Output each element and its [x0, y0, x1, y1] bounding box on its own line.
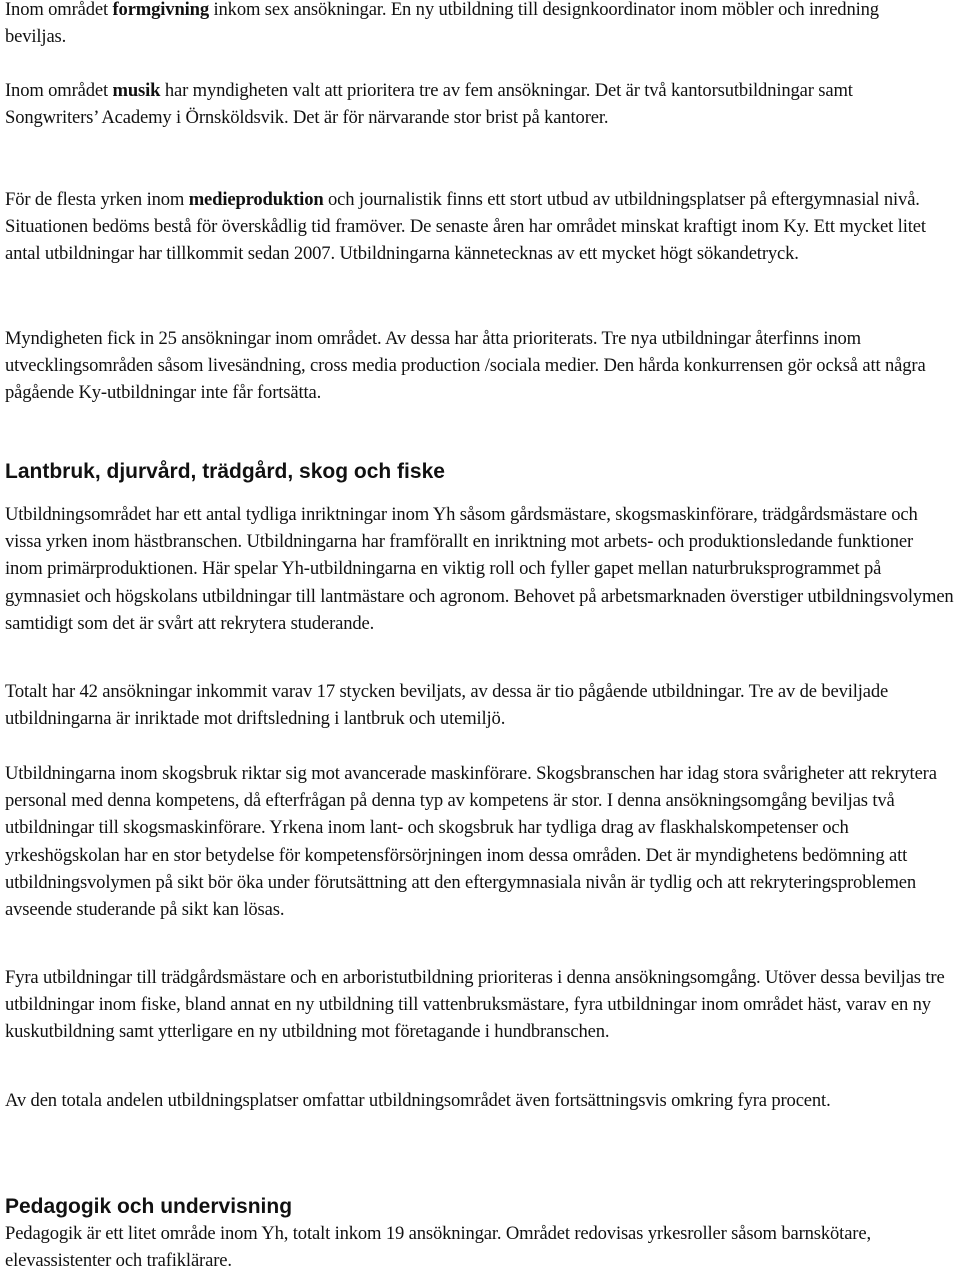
- section-heading-pedagogik: Pedagogik och undervisning: [5, 1195, 293, 1218]
- paragraph-myndigheten: Myndigheten fick in 25 ansökningar inom området. Av dessa har åtta prioriterats. Tre nya utbildningar återfinns inom utvecklingsområden såsom livesändning, cross media production /sociala medier. Den hårda konkurrensen gör också att några pågående Ky-utbildningar inte får fortsätta.: [5, 328, 926, 404]
- text-run: Inom området: [5, 0, 113, 20]
- paragraph-totalt: Totalt har 42 ansökningar inkommit varav 17 stycken beviljats, av dessa är tio pågående utbildningar. Tre av de beviljade utbildningarna är inriktade mot driftsledning i lantbruk och utemiljö.: [5, 681, 889, 730]
- paragraph-andel: Av den totala andelen utbildningsplatser omfattar utbildningsområdet även fortsättningsvis omkring fyra procent.: [5, 1090, 831, 1111]
- text-run: och journalistik finns ett stort utbud av utbildningsplatser på eftergymnasial nivå. Situationen bedöms bestå för överskådlig tid framöver. De senaste åren har området minskat kraftigt inom Ky. Ett mycket litet antal utbildningar har tillkommit sedan 2007. Utbildningarna kännetecknas av ett mycket högt sökandetryck.: [5, 189, 926, 265]
- paragraph-formgivning: [5, 0, 935, 50]
- text-run: inkom sex ansökningar. En ny utbildning till designkoordinator inom möbler och inredning beviljas.: [5, 0, 879, 48]
- text-run: För de flesta yrken inom: [5, 189, 189, 210]
- paragraph-medieproduktion: [5, 186, 957, 268]
- paragraph-tradgard: Fyra utbildningar till trädgårdsmästare och en arboristutbildning prioriteras i denna ansökningsomgång. Utöver dessa beviljas tre utbildningar inom fiske, bland annat en ny utbildning till vattenbruksmästare, fyra utbildningar inom området häst, varav en ny kuskutbildning samt ytterligare en ny utbildning mot företagande i hundbranschen.: [5, 967, 945, 1043]
- paragraph-pedagogik: Pedagogik är ett litet område inom Yh, totalt inkom 19 ansökningar. Området redovisas yrkesroller såsom barnskötare, elevassistenter och trafiklärare.: [5, 1223, 871, 1272]
- text-run: har myndigheten valt att prioritera tre av fem ansökningar. Det är två kantorsutbildningar samt Songwriters’ Academy i Örnsköldsvik. Det är för närvarande stor brist på kantorer.: [5, 80, 853, 129]
- bold-term-formgivning: formgivning: [112, 0, 210, 20]
- text-run: Inom området: [5, 80, 113, 101]
- paragraph-musik: [5, 77, 940, 131]
- section-heading-lantbruk: Lantbruk, djurvård, trädgård, skog och fiske: [5, 460, 445, 483]
- paragraph-skogsbruk: Utbildningarna inom skogsbruk riktar sig mot avancerade maskinförare. Skogsbranschen har idag stora svårigheter att rekrytera personal med denna kompetens, då efterfrågan på denna typ av kompetens är stor. I denna ansökningsomgång beviljas två utbildningar till skogsmaskinförare. Yrkena inom lant- och skogsbruk har tydliga drag av flaskhalskompetenser och yrkeshögskolan har en stor betydelse för kompetensförsörjningen inom dessa områden. Det är myndighetens bedömning att utbildningsvolymen på sikt bör öka under förutsättning att den eftergymnasiala nivån är tydlig och att rekryteringsproblemen avseende studerande på sikt kan lösas.: [5, 763, 937, 921]
- paragraph-utbildningsomradet: Utbildningsområdet har ett antal tydliga inriktningar inom Yh såsom gårdsmästare, skogsmaskinförare, trädgårdsmästare och vissa yrken inom hästbranschen. Utbildningarna har framförallt en inriktning mot arbets- och produktionsledande funktioner inom primärproduktionen. Här spelar Yh-utbildningarna en viktig roll och fyller gapet mellan naturbruksprogrammet på gymnasiet och högskolans utbildningar till lantmästare och agronom. Behovet på arbetsmarknaden överstiger utbildningsvolymen samtidigt som det är svårt att rekrytera studerande.: [5, 504, 954, 634]
- bold-term-medieproduktion: medieproduktion: [188, 189, 324, 210]
- bold-term-musik: musik: [112, 80, 161, 101]
